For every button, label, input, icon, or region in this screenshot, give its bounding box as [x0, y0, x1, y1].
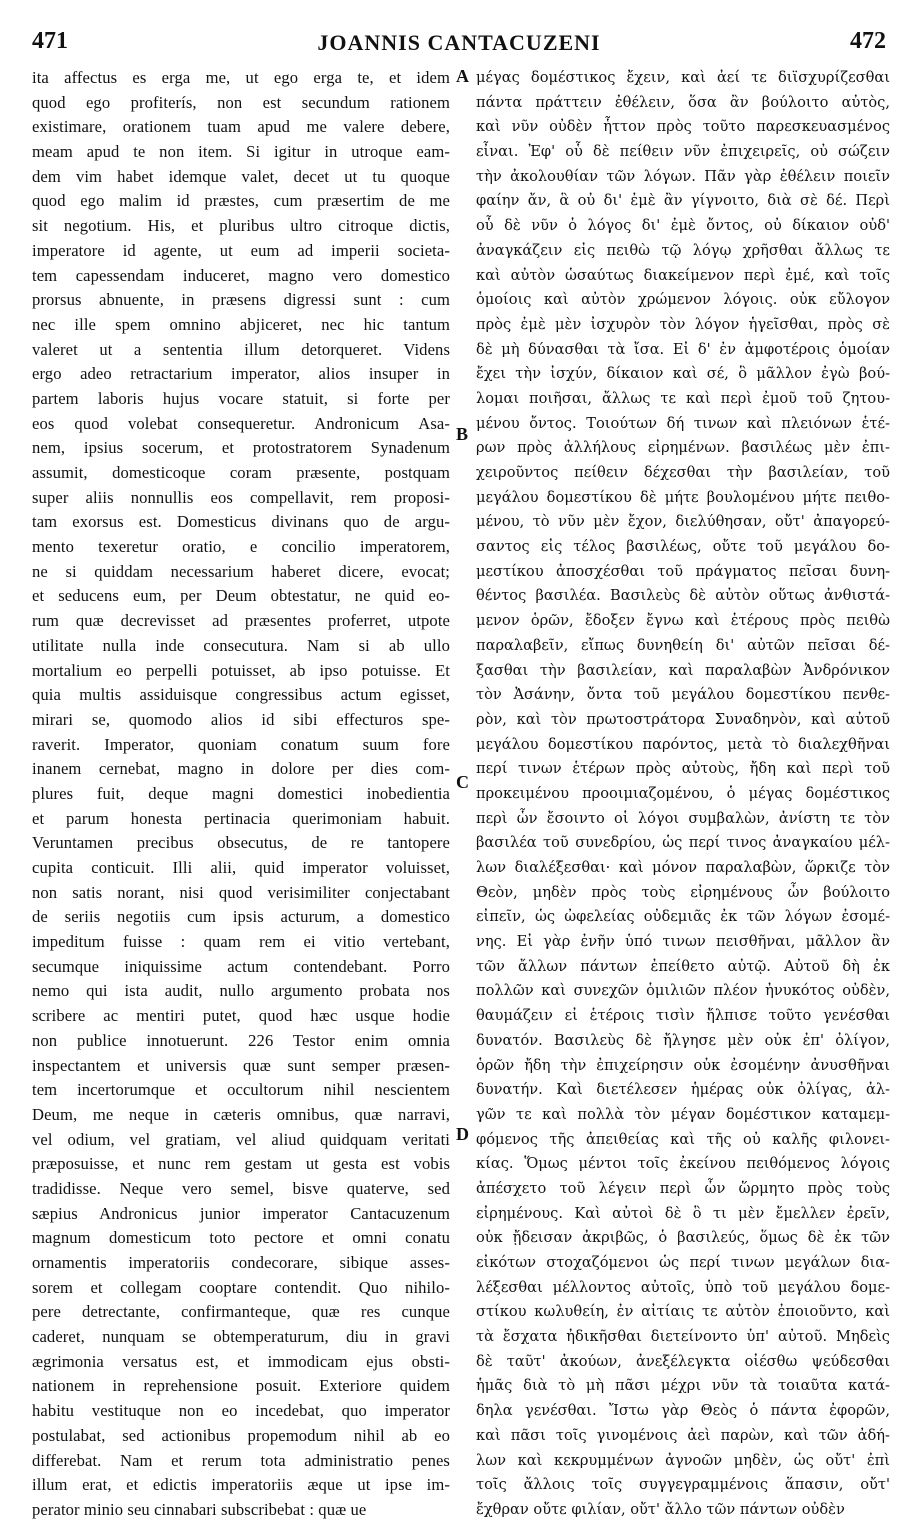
left-page-number: 471 — [32, 28, 68, 54]
greek-text-line: θέντος βασιλέα. Βασιλεὺς δὲ αὐτὸν οὕτως ἀνθιστά- — [476, 587, 890, 605]
greek-text-line: δηλα γενέσθαι. Ἴστω γὰρ Θεὸς ὁ πάντα ἐφορῶν, — [476, 1402, 890, 1420]
greek-text-line: βασιλέα τοῦ συνεδρίου, ὡς περί τινος ἀναγκαίου μέλ- — [476, 834, 890, 852]
section-marker-b: B — [456, 424, 469, 444]
right-page-number: 472 — [850, 28, 886, 54]
latin-text-line: valeret ut a sententia illum detorqueret. Videns — [32, 339, 450, 359]
greek-text-line: ἡμᾶς διὰ τὸ μὴ πᾶσι μέχρι νῦν τὰ τοιαῦτα κατά- — [476, 1377, 890, 1395]
latin-text-line: tradidisse. Neque vero semel, bisve quaterve, sed — [32, 1178, 450, 1198]
latin-text-line: mortalium eo perpelli potuisset, ab ipso potuisse. Et — [32, 660, 450, 680]
latin-text-line: tem incertorumque et occultorum nihil nescientem — [32, 1080, 450, 1100]
greek-text-line: κίας. Ὅμως μέντοι τοῖς ἐκείνου πειθόμενος λόγοις — [476, 1155, 890, 1173]
section-marker-d: D — [456, 1124, 469, 1144]
running-head — [32, 28, 886, 62]
latin-text-line: ornamentis imperatoriis condecorare, sibique asses- — [32, 1253, 450, 1272]
latin-text-line: sorem et collegam cooptare contendit. Quo nihilo- — [32, 1277, 450, 1297]
greek-text-line: ὁμοίοις καὶ αὐτὸν χρώμενον λόγοις. οὐκ εὔλογον — [476, 291, 890, 309]
greek-text-line: φαίην ἄν, ἃ οὐ δι' ἐμὲ ἂν γίγνοιτο, διὰ σὲ δέ. Περὶ — [476, 192, 890, 210]
greek-text-line: δὲ ταῦτ' ἀκούων, ἀνεξέλεγκτα οἰέσθω ψεύδεσθαι — [476, 1352, 890, 1370]
latin-text-line: imperatore id agente, ut eum ad imperii societa- — [32, 240, 450, 260]
latin-text-line: existimare, orationem tuam apud me valere debere, — [32, 117, 450, 137]
latin-text-line: ne si quiddam necessarium haberet dicere, evocat; — [32, 561, 450, 581]
greek-column — [476, 66, 890, 1523]
latin-text-line: nationem in reprehensione posuit. Exteriore quidem — [32, 1376, 450, 1396]
greek-text-line: τὴν ἀκολουθίαν τῶν λόγων. Πᾶν γὰρ ἐθέλειν ποιεῖν — [476, 167, 890, 185]
latin-text-line: pere detrectante, confirmanteque, quæ res cunque — [32, 1302, 450, 1322]
greek-text-line: πολλῶν καὶ συνεχῶν ὁμιλιῶν πλέον ἠνυκότος οὐδὲν, — [476, 982, 890, 1000]
greek-text-line: λομαι ποιῆσαι, ἄλλως τε καὶ περὶ ἐμοῦ τοῦ ζητου- — [476, 389, 890, 407]
greek-text-line: δὲ μὴ δύνασθαι τὰ ἴσα. Εἰ δ' ἐν ἀμφοτέροις ὁμοίαν — [476, 340, 890, 358]
greek-text-line: οὐκ ᾔδεισαν ἀκριβῶς, ὁ βασιλεύς, ὅμως δὲ ἐκ τῶν — [476, 1229, 890, 1247]
latin-text-line: nem, ipsius socerum, et protostratorem Synadenum — [32, 438, 450, 458]
latin-text-line: de seriis negotiis cum ipsis acturum, a domestico — [32, 907, 450, 927]
latin-text-line: dem vim habet idemque valet, decet ut tu quoque — [32, 166, 450, 186]
greek-text-line: πάντα πράττειν ἐθέλειν, ὅσα ἂν βούλοιτο αὐτὸς, — [476, 93, 890, 111]
greek-text-line: τοῖς ἄλλοις τοῖς συγγεγραμμένοις ἅπασιν, οὔτ' — [476, 1476, 890, 1494]
latin-text-line: perator minio seu cinnabari subscribebat : quæ ue — [32, 1499, 367, 1519]
greek-text-line: στίκου κωλυθείη, ἐν αἰτίαις τε αὐτὸν ἐποιοῦντο, καὶ — [476, 1303, 890, 1321]
latin-text-line: differebat. Nam et rerum tota administratio penes — [32, 1450, 450, 1470]
latin-text-line: nec ille spem omnino abjiceret, nec hic tantum — [32, 314, 450, 334]
greek-text-line: μένου, τὸ νῦν μὲν ἔχον, διελύθησαν, οὔτ' ἀπαγορεύ- — [476, 513, 890, 531]
latin-text-line: non publice innotuerunt. 226 Testor enim omnia — [32, 1030, 450, 1050]
latin-text-line: mirari se, quomodo alios id sibi effecturos spe- — [32, 709, 450, 729]
greek-text-line: λων καὶ κεκρυμμένων ἀγνοῶν μηδὲν, ὡς οὔτ' ἐπὶ — [476, 1451, 890, 1469]
latin-text-line: plures fuit, deque magni domestici inobedientia — [32, 783, 450, 803]
greek-text-line: καὶ αὐτὸν ὡσαύτως διακείμενον περὶ ἐμέ, καὶ τοῖς — [476, 266, 890, 284]
latin-text-line: quia multis assiduisque congressibus actum egisset, — [32, 685, 450, 705]
greek-text-line: εἶναι. Ἐφ' οὗ δὲ πείθειν νῦν ἐπιχειρεῖς, οὐ σώζειν — [476, 143, 890, 161]
greek-text-line: ἀναγκάζειν εἰς πειθὼ τῷ λόγῳ χρῆσθαι ἄλλως τε — [476, 241, 890, 259]
greek-text-line: φόμενος τῆς ἀπειθείας καὶ τῆς οὐ καλῆς φιλονει- — [476, 1130, 890, 1148]
latin-text-line: impeditum fuisse : quam rem ei vitio vertebant, — [32, 932, 450, 952]
greek-text-line: εἰπεῖν, ὡς ὠφελείας οὐδεμιᾶς ἐκ τῶν λόγων ἐσομέ- — [476, 908, 890, 926]
latin-text-line: tam exorsus est. Domesticus divinans quo de argu- — [32, 512, 450, 532]
greek-text-line: τῶν ἄλλων πάντων ἐπείθετο αὐτῷ. Αὐτοῦ δὴ ἐκ — [476, 957, 890, 975]
greek-text-line: ρὸν, καὶ τὸν πρωτοστράτορα Συναδηνὸν, καὶ αὐτοῦ — [476, 710, 890, 728]
greek-text-line: καὶ νῦν οὐδὲν ἧττον πρὸς τοῦτο παρεσκευασμένος — [476, 118, 890, 136]
latin-text-line: raverit. Imperator, quoniam conatum suum fore — [32, 734, 450, 754]
latin-text-line: vel odium, vel gratiam, vel aliud quidquam veritati — [32, 1129, 450, 1149]
latin-text-line: et parum honesta pertinacia querimoniam habuit. — [32, 808, 450, 828]
latin-text-line: et seducens eum, per Deum obtestatur, ne quid eo- — [32, 586, 450, 606]
running-title: JOANNIS CANTACUZENI — [317, 30, 601, 55]
greek-text-line: μένου ὄντος. Τοιούτων δή τινων καὶ πλειόνων ἑτέ- — [476, 414, 890, 432]
greek-text-line: μεγάλου δομεστίκου παρόντος, μετὰ τὸ διαλεχθῆναι — [476, 735, 890, 753]
latin-text-line: inspectantem et universis quæ sunt semper præsen- — [32, 1055, 450, 1075]
latin-text-line: sæpius Andronicus junior imperator Cantacuzenum — [32, 1203, 450, 1223]
latin-text-line: Deum, me neque in cæteris omnibus, quæ narravi, — [32, 1104, 450, 1124]
greek-text-line: ξασθαι τὴν βασιλείαν, καὶ παραλαβὼν Ἀνδρόνικον — [476, 661, 890, 679]
latin-text-line: ita affectus es erga me, ut ego erga te, et idem — [32, 68, 450, 87]
greek-text-line: μεστίκου ἀποσχέσθαι τοῦ πράγματος πεῖσαι δυνη- — [476, 562, 890, 580]
latin-text-line: sit negotium. His, et pluribus ultro citroque dictis, — [32, 216, 450, 236]
greek-text-line: παραλαβεῖν, εἴπως δυνηθείη δι' αὐτῶν πεῖσαι δέ- — [476, 636, 890, 654]
latin-text-line: super aliis nonnullis eos compellavit, rem proposi- — [32, 487, 450, 507]
greek-text-line: οὗ δὲ νῦν ὁ λόγος δι' ἐμὲ ὄντος, οὐ δίκαιον οὐδ' — [476, 217, 890, 235]
latin-text-line: assumit, domesticoque coram præsente, postquam — [32, 463, 450, 482]
greek-text-line: καὶ πᾶσι τοῖς γινομένοις ἀεὶ παρὼν, καὶ τῶν ἀδή- — [476, 1426, 890, 1444]
latin-text-line: ægrimonia versatus est, et immodicam ejus obsti- — [32, 1351, 450, 1371]
greek-text-line: σαντος εἰς τέλος βασιλέως, οὔτε τοῦ μεγάλου δο- — [476, 538, 890, 556]
greek-text-line: λέξεσθαι μέλλοντος αὐτοῖς, ὑπὸ τοῦ μεγάλου δομε- — [476, 1278, 890, 1296]
greek-text-line: τὰ ἔσχατα ἠδικῆσθαι διετείνοντο ὑπ' αὐτοῦ. Μηδεὶς — [476, 1328, 890, 1346]
latin-text-line: scribere ac mentiri putet, quod hæc usque hodie — [32, 1006, 450, 1026]
latin-text-line: postulabat, sed actionibus propemodum nihil ab eo — [32, 1425, 450, 1445]
greek-text-line: δυνατόν. Βασιλεὺς δὲ ἤλγησε μὲν οὐκ ἐπ' ὀλίγον, — [476, 1031, 890, 1049]
latin-text-line: habitu vestituque non eo incedebat, quo imperator — [32, 1401, 450, 1421]
greek-text-line: προκειμένου προοιμιαζομένου, ὁ μέγας δομέστικος — [476, 784, 890, 802]
latin-text-line: cupita conticuit. Illi alii, quid imperator voluisset, — [32, 858, 450, 877]
greek-text-line: χειροῦντος πείθειν δέχεσθαι τὴν βασιλείαν, τοῦ — [476, 464, 890, 481]
latin-text-line: caderet, nunquam se obtemperaturum, diu in gravi — [32, 1327, 450, 1347]
latin-text-line: partem laboris hujus vocare statuit, si forte per — [32, 388, 450, 408]
latin-text-line: Veruntamen precibus obsecutus, de re tantopere — [32, 833, 450, 853]
latin-text-line: inanem cernebat, magno in dolore per dies com- — [32, 759, 450, 779]
latin-text-line: secumque iniquissime actum contendebant. Porro — [32, 956, 450, 976]
latin-text-line: quod ego profiterís, non est secundum rationem — [32, 92, 450, 112]
greek-text-line: νης. Εἰ γὰρ ἐνῆν ὑπό τινων πεισθῆναι, μᾶλλον ἂν — [476, 933, 890, 951]
greek-text-line: πρὸς ἐμὲ μὲν ἰσχυρὸν τὸν λόγον ἡγεῖσθαι, πρὸς σὲ — [476, 315, 890, 333]
greek-text-line: Θεὸν, μηδὲν πρὸς τοὺς εἰρημένους ὧν βούλοιτο — [476, 883, 890, 901]
latin-text-line: præposuisse, et nunc rem gestam ut gesta est vobis — [32, 1154, 450, 1174]
greek-text-line: περί τινων ἑτέρων πρὸς αὐτοὺς, ἤδη καὶ περὶ τοῦ — [476, 760, 890, 778]
greek-text-line: ὁρῶν ἤδη τὴν ἐπιχείρησιν οὐκ ἐσομένην ἀνυσθῆναι — [476, 1056, 890, 1074]
latin-text-line: tem capessendam induceret, magno vero domestico — [32, 265, 450, 285]
section-marker-a: A — [456, 66, 469, 86]
greek-text-line: τὸν Ἀσάνην, ὄντα τοῦ μεγάλου δομεστίκου πενθε- — [476, 686, 890, 704]
greek-text-line: μεγάλου δομεστίκου δὲ μήτε βουλομένου μήτε πειθο- — [476, 488, 890, 506]
latin-text-line: illum erat, et edictis imperatoriis æque ut ipse im- — [32, 1475, 450, 1495]
section-marker-c: C — [456, 772, 469, 792]
latin-text-line: non satis norant, nisi quod verisimiliter conjectabant — [32, 882, 450, 902]
greek-text-line: εἰκότων στοχαζόμενοι ὡς περί τινων μεγάλων δια- — [476, 1254, 890, 1271]
greek-text-line: ἀπέσχετο τοῦ λέγειν περὶ ὧν ὥρμητο πρὸς τοὺς — [476, 1179, 890, 1197]
latin-text-line: utilitate nulla inde consecutura. Nam si ab ullo — [32, 635, 450, 655]
greek-text-line: μέγας δομέστικος ἔχειν, καὶ ἀεί τε διϊσχυρίζεσθαι — [476, 69, 890, 86]
greek-text-line: ρων πρὸς ἀλλήλους εἰρημένων. βασιλέως μὲν ἐπι- — [476, 439, 890, 457]
latin-text-line: quod ego malim id præstes, cum præsertim de me — [32, 191, 450, 211]
greek-text-line: ἔχει τὴν ἰσχύν, δίκαιον καὶ σέ, ὃ μᾶλλον ἐγὼ βού- — [476, 365, 890, 383]
greek-text-line: δυνατήν. Καὶ διετέλεσεν ἡμέρας οὐκ ὀλίγας, ἀλ- — [476, 1081, 890, 1099]
latin-text-line: rum quæ decrevisset ad præsentes proferret, utpote — [32, 611, 450, 631]
latin-text-line: ergo adeo retractarium imperator, alios insuper in — [32, 364, 450, 384]
latin-text-line: nemo qui ista audit, nullo argumento probata nos — [32, 981, 450, 1001]
latin-column — [32, 66, 450, 1523]
latin-text-line: meam apud te non item. Si igitur in utroque eam- — [32, 142, 450, 162]
latin-text-line: mento texeretur oratio, e concilio imperatorem, — [32, 537, 450, 557]
latin-text-line: magnum domesticum toto pectore et omni conatu — [32, 1228, 450, 1248]
greek-text-line: εἰρημένους. Καὶ αὐτοὶ δὲ ὃ τι μὲν ἔμελλεν ἐρεῖν, — [476, 1204, 890, 1222]
latin-text-line: prorsus abnuente, in præsens digressi sunt : cum — [32, 290, 450, 310]
greek-text-line: ἔχθραν οὔτε φιλίαν, οὔτ' ἄλλο τῶν πάντων οὐδὲν — [476, 1500, 845, 1518]
greek-text-line: θαυμάζειν εἰ ἑτέροις τισὶν ἤλπισε τοῦτο γενέσθαι — [476, 1007, 890, 1025]
greek-text-line: γῶν τε καὶ πολλὰ τὸν μέγαν δομέστικον καταμεμ- — [476, 1105, 890, 1123]
greek-text-line: περὶ ὧν ἔσοιντο οἱ λόγοι συμβαλὼν, ἀνίστη τε τὸν — [476, 809, 890, 827]
greek-text-line: λων διαλέξεσθαι· καὶ μόνον παραλαβὼν, ὥρκιζε τὸν — [476, 859, 890, 876]
greek-text-line: μενον ὁρῶν, ἔδοξεν ἔγνω καὶ ἑτέρους πρὸς πειθὼ — [476, 612, 890, 630]
latin-text-line: eos quod volebat consequeretur. Andronicum Asa- — [32, 413, 450, 433]
